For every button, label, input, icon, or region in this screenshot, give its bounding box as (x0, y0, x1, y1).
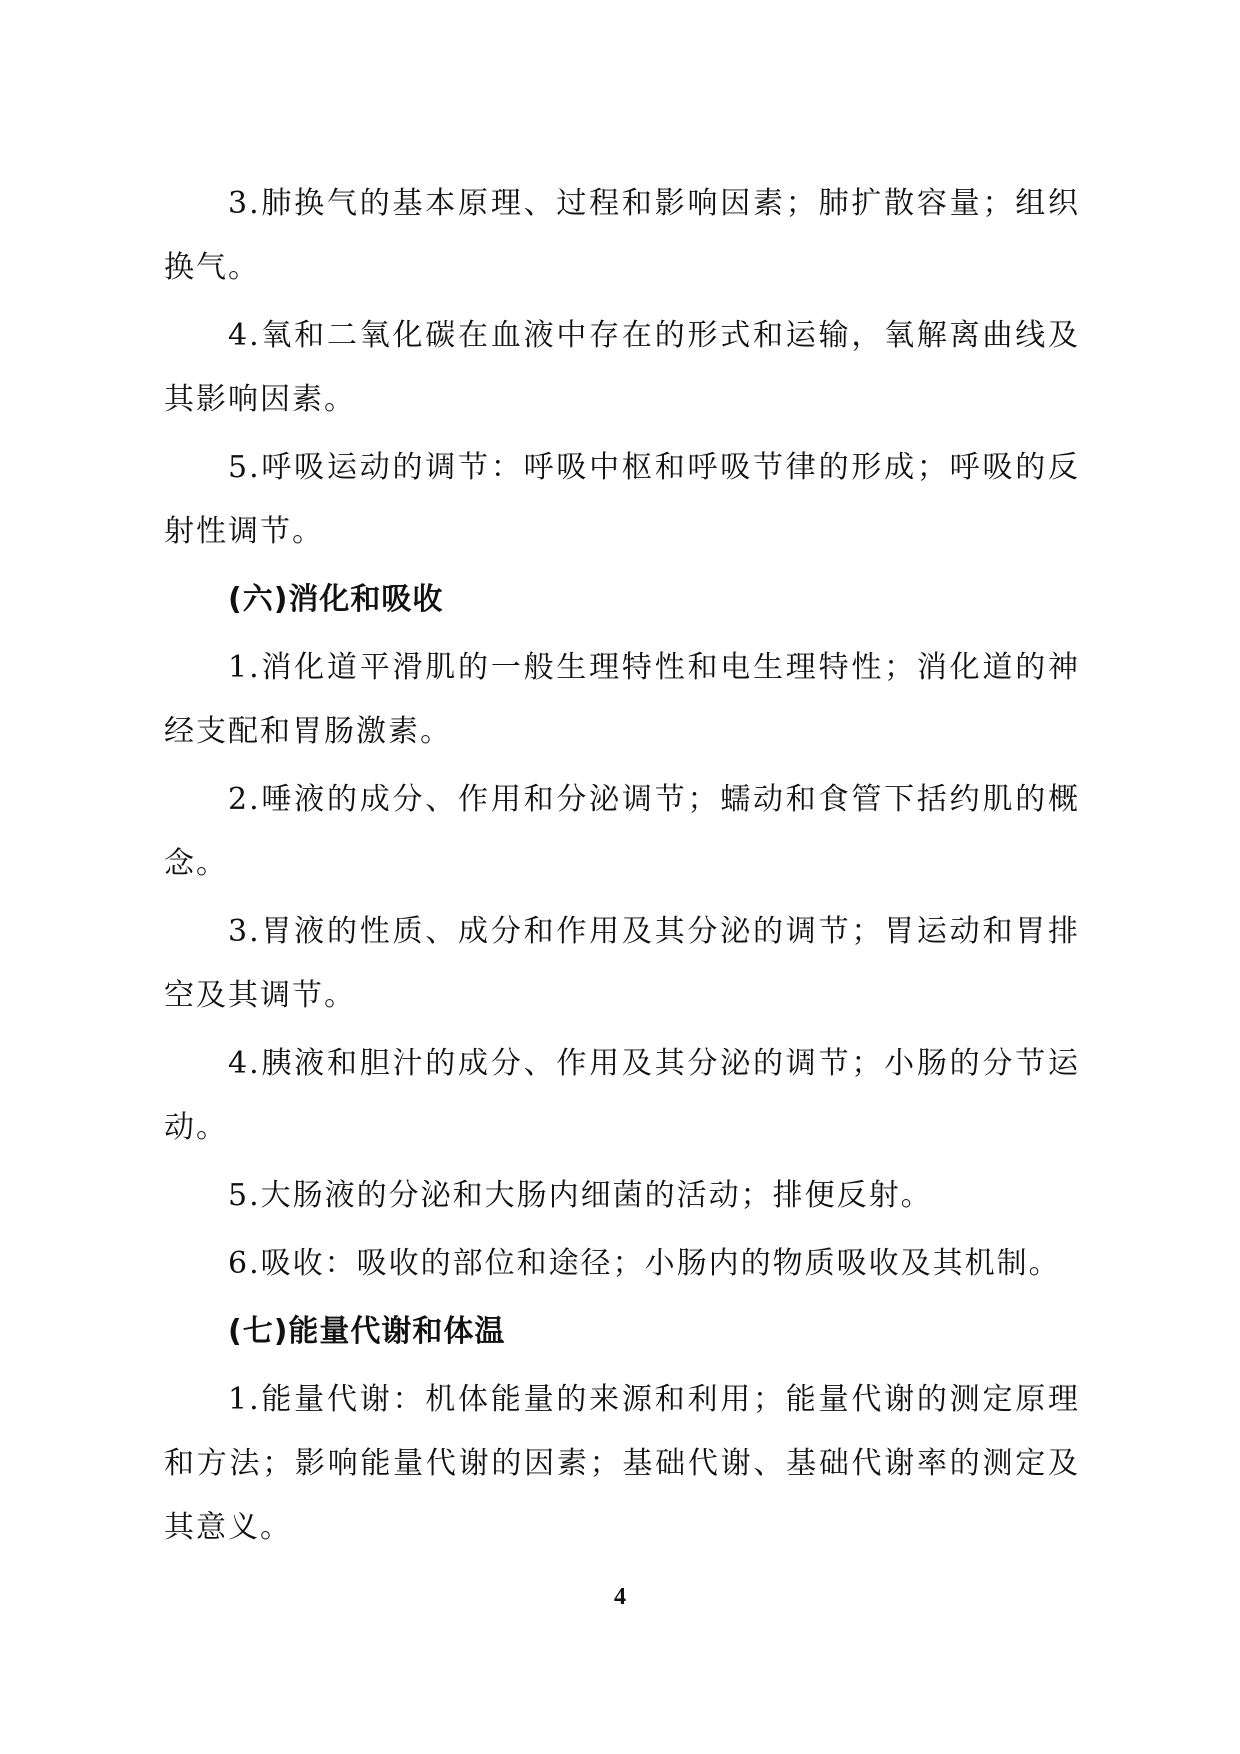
item-large-intestine: 5.大肠液的分泌和大肠内细菌的活动；排便反射。 (228, 1178, 933, 1213)
item-oxygen-co2-transport: 4.氧和二氧化碳在血液中存在的形式和运输，氧解离曲线及其影响因素。 (164, 318, 1080, 417)
item-respiratory-regulation: 5.呼吸运动的调节：呼吸中枢和呼吸节律的形成；呼吸的反射性调节。 (164, 450, 1080, 549)
item-energy-metabolism: 1.能量代谢：机体能量的来源和利用；能量代谢的测定原理和方法；影响能量代谢的因素；基础代谢、基础代谢率的测定及其意义。 (164, 1382, 1080, 1545)
section-heading-digestion: (六)消化和吸收 (228, 582, 444, 617)
item-lung-gas-exchange: 3.肺换气的基本原理、过程和影响因素；肺扩散容量；组织换气。 (164, 186, 1080, 285)
item-absorption: 6.吸收：吸收的部位和途径；小肠内的物质吸收及其机制。 (228, 1246, 1061, 1281)
item-smooth-muscle: 1.消化道平滑肌的一般生理特性和电生理特性；消化道的神经支配和胃肠激素。 (164, 650, 1080, 749)
document-body (164, 172, 1080, 1564)
item-pancreatic-juice: 4.胰液和胆汁的成分、作用及其分泌的调节；小肠的分节运动。 (164, 1046, 1080, 1145)
page-number: 4 (614, 1584, 626, 1610)
section-heading-energy: (七)能量代谢和体温 (228, 1314, 506, 1349)
item-gastric-juice: 3.胃液的性质、成分和作用及其分泌的调节；胃运动和胃排空及其调节。 (164, 914, 1080, 1013)
item-saliva: 2.唾液的成分、作用和分泌调节；蠕动和食管下括约肌的概念。 (164, 782, 1080, 881)
